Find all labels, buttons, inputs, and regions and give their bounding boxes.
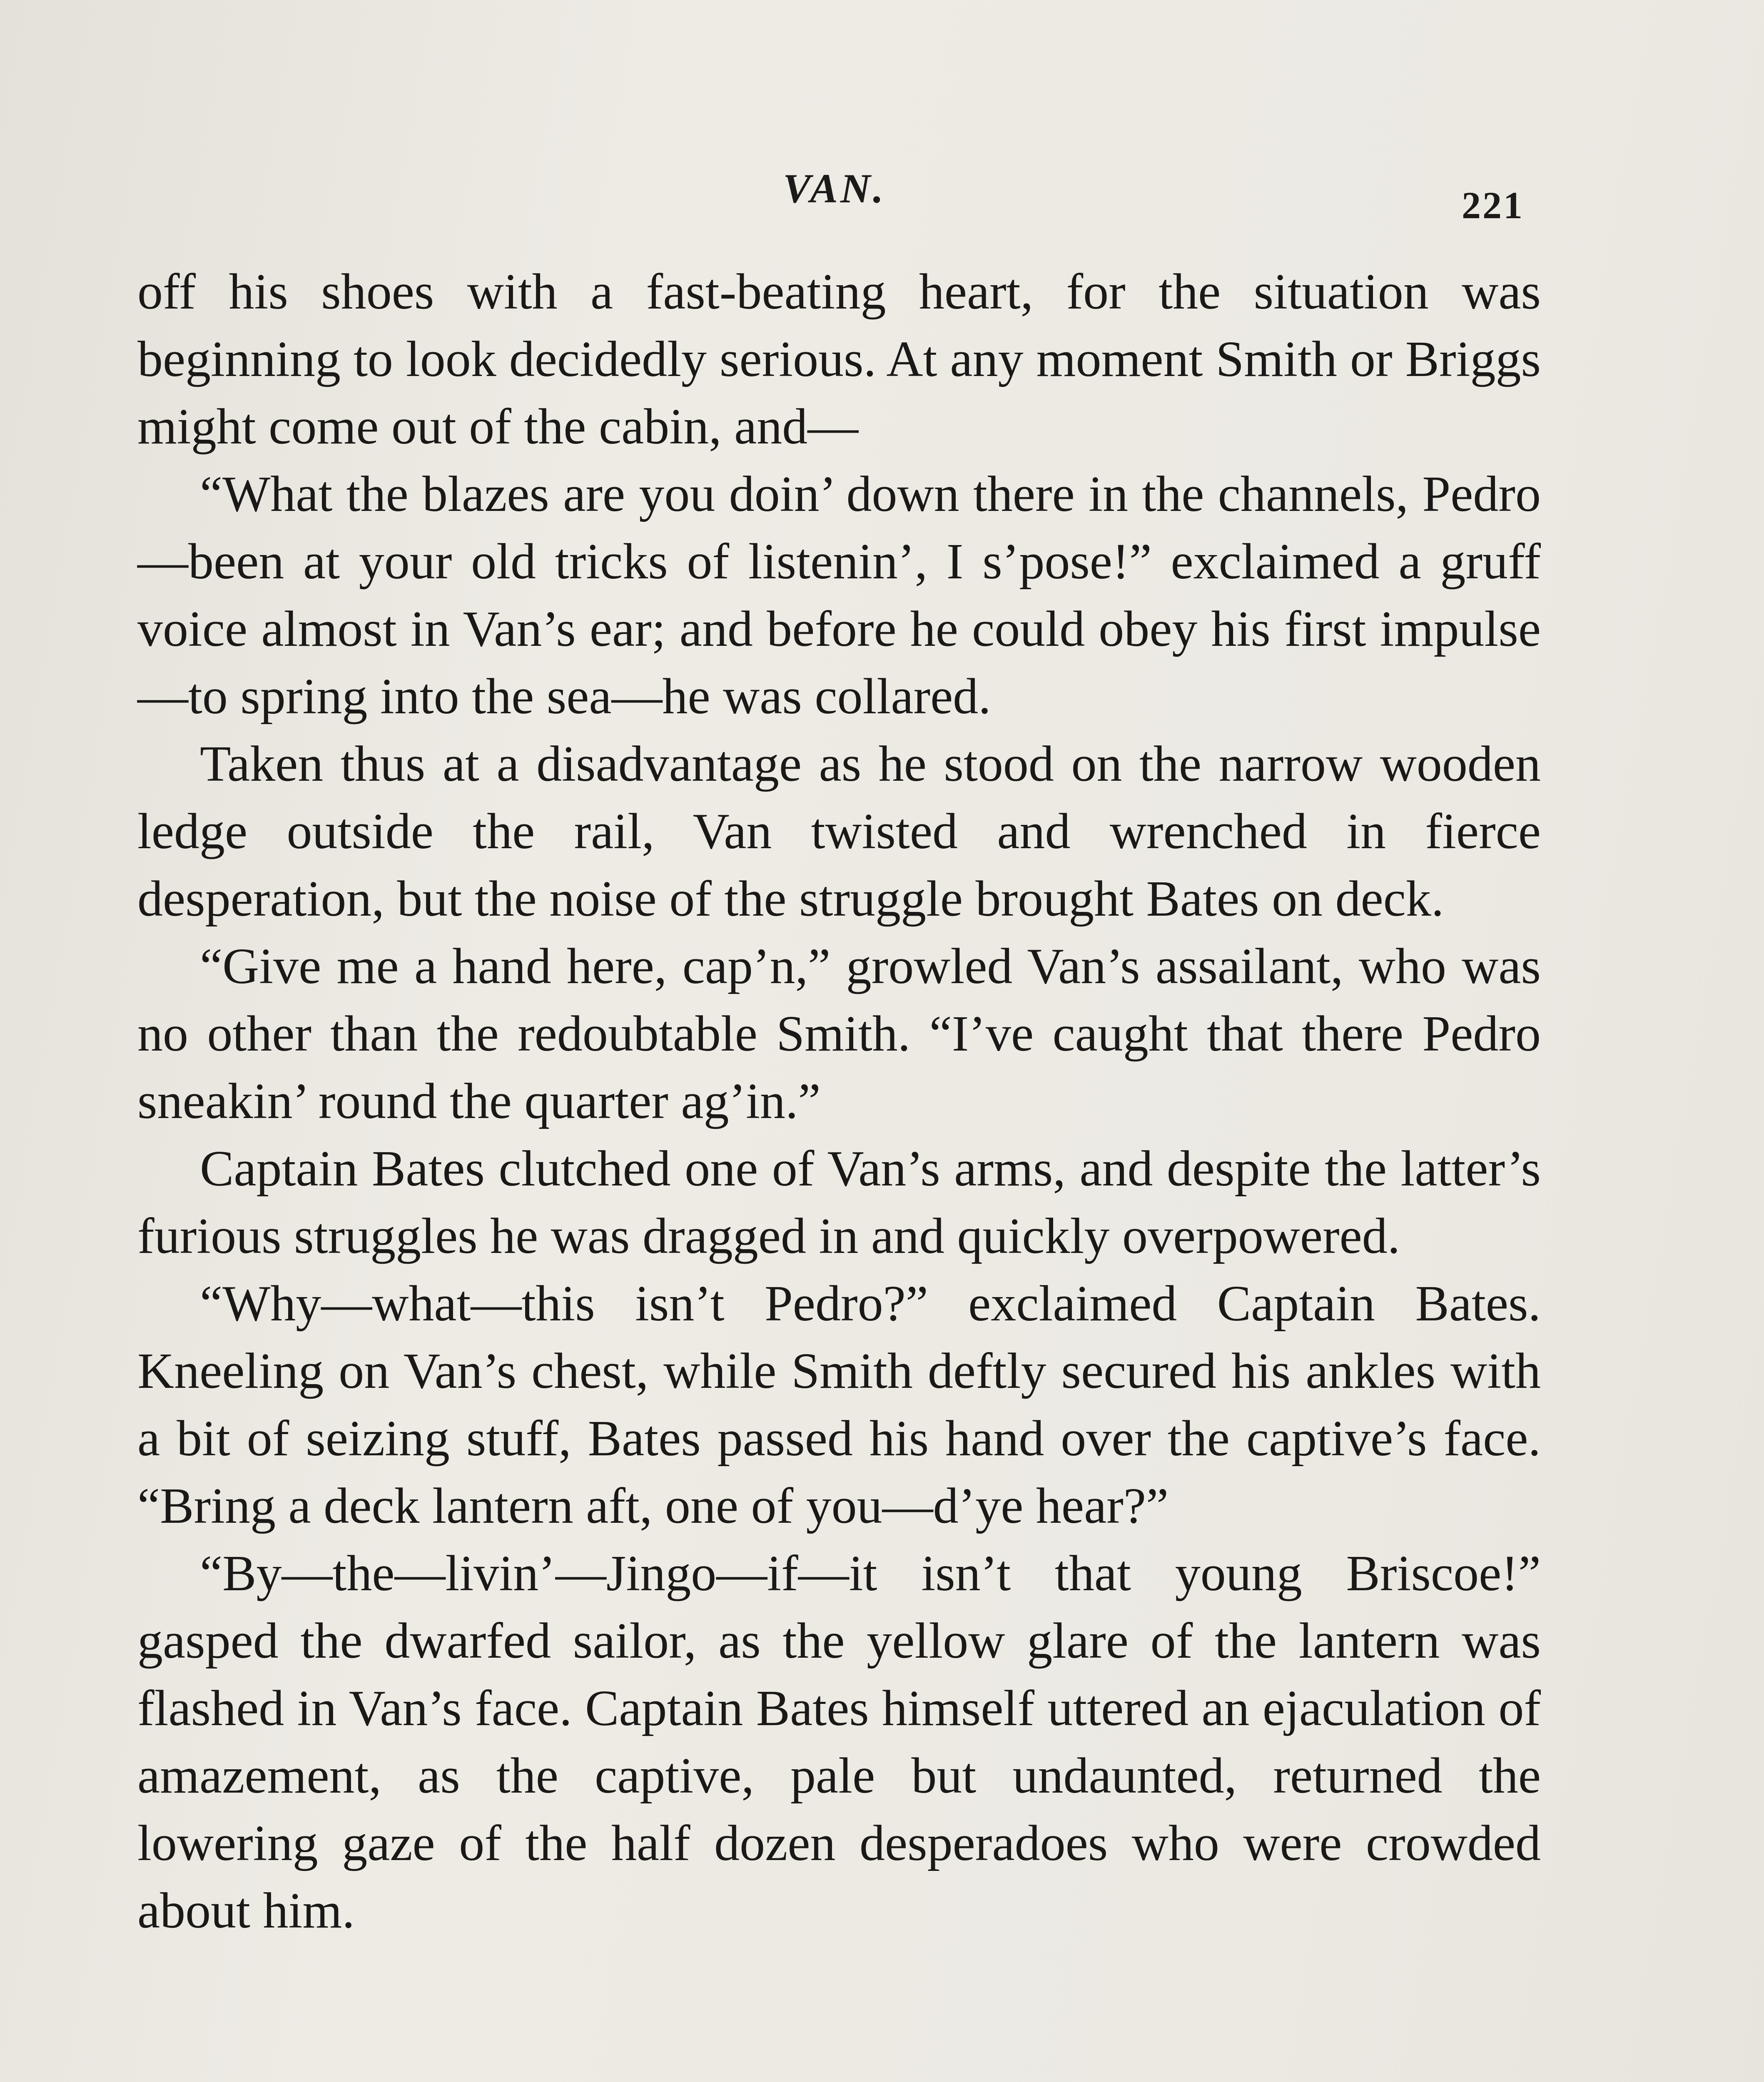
paragraph: “By—the—livin’—Jingo—if—it isn’t that young Briscoe!” gasped the dwarfed sailor, as the yellow glare of the lantern was flashed in Van’s face. Captain Bates himself uttered an ejaculation of amazement, as the captive, pale but undaunted, returned the lowering gaze of the half dozen desperadoes who were crowded about him. [137, 1545, 1541, 1939]
paragraph: off his shoes with a fast-beating heart, for the situation was beginning to look decidedly serious. At any moment Smith or Briggs might come out of the cabin, and— [137, 264, 1541, 455]
running-head: VAN. [783, 165, 886, 212]
paragraph: “Why—what—this isn’t Pedro?” exclaimed Captain Bates. Kneeling on Van’s chest, while Smith deftly secured his ankles with a bit of seizing stuff, Bates passed his hand over the captive’s face. “Bring a deck lantern aft, one of you—d’ye hear?” [137, 1275, 1541, 1534]
page-number: 221 [1462, 184, 1524, 227]
paragraph: “Give me a hand here, cap’n,” growled Van’s assailant, who was no other than the redoubtable Smith. “I’ve caught that there Pedro sneakin’ round the quarter ag’in.” [137, 938, 1541, 1129]
paragraph: “What the blazes are you doin’ down there in the channels, Pedro—been at your old tricks of listenin’, I s’pose!” exclaimed a gruff voice almost in Van’s ear; and before he could obey his first impulse—to spring into the sea—he was collared. [137, 466, 1541, 725]
body-text [137, 258, 1541, 1945]
paragraph: Taken thus at a disadvantage as he stood on the narrow wooden ledge outside the rail, Van twisted and wrenched in fierce desperation, but the noise of the struggle brought Bates on deck. [137, 736, 1541, 927]
paragraph: Captain Bates clutched one of Van’s arms, and despite the latter’s furious struggles he was dragged in and quickly overpowered. [137, 1141, 1541, 1264]
